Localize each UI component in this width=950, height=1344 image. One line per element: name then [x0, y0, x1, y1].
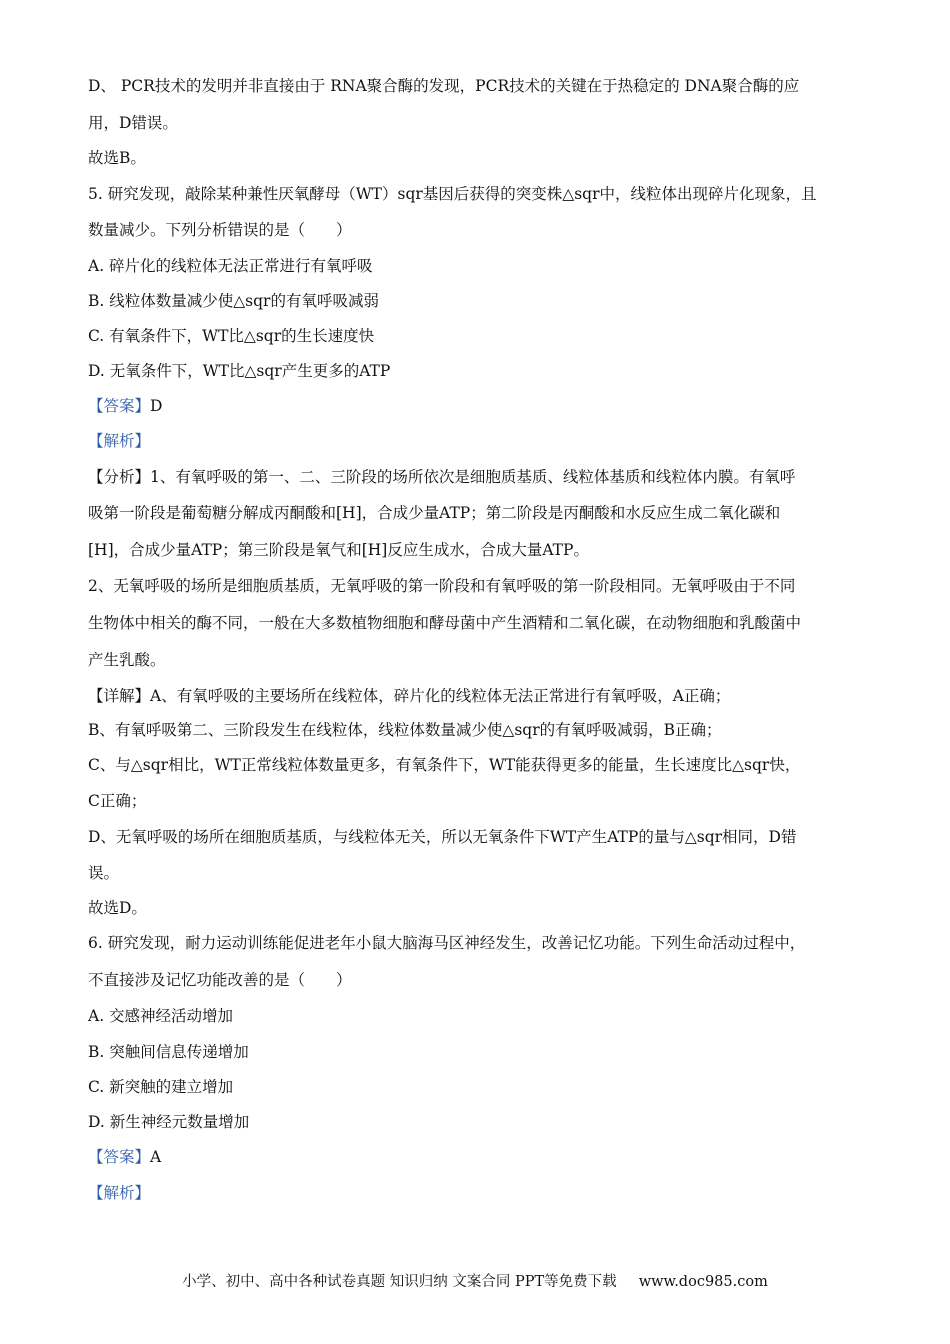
analysis-line	[88, 467, 795, 487]
question-6-option-c: C. 新突触的建立增加	[88, 1078, 234, 1096]
analysis-label: 【解析】	[88, 432, 151, 450]
question-6-stem: 6. 研究发现，耐力运动训练能促进老年小鼠大脑海马区神经发生，改善记忆功能。下列生命活动过程中，	[88, 934, 806, 952]
fenxi-label: 【分析】	[88, 468, 151, 486]
question-5-option-b: B. 线粒体数量减少使△sqr的有氧呼吸减弱	[88, 292, 379, 310]
text-line: B、有氧呼吸第二、三阶段发生在线粒体，线粒体数量减少使△sqr的有氧呼吸减弱，B正确；	[88, 721, 722, 739]
page-footer	[0, 1270, 950, 1291]
text-line: 误。	[88, 864, 120, 882]
answer-line	[88, 396, 162, 416]
text-line: D、 PCR技术的发明并非直接由于 RNA聚合酶的发现，PCR技术的关键在于热稳定的 DNA聚合酶的应	[88, 77, 800, 95]
question-6-option-b: B. 突触间信息传递增加	[88, 1043, 249, 1061]
text-line: 故选D。	[88, 899, 147, 917]
answer-line	[88, 1147, 161, 1167]
text-line: 故选B。	[88, 149, 146, 167]
answer-value: D	[150, 397, 163, 415]
question-5-stem: 5. 研究发现，敲除某种兼性厌氧酵母（WT）sqr基因后获得的突变株△sqr中，线粒体出现碎片化现象，且	[88, 185, 817, 203]
question-6-option-a: A. 交感神经活动增加	[88, 1007, 234, 1025]
text-line: 产生乳酸。	[88, 651, 166, 669]
analysis-text: 1、有氧呼吸的第一、二、三阶段的场所依次是细胞质基质、线粒体基质和线粒体内膜。有氧呼	[150, 468, 796, 486]
footer-url[interactable]: www.doc985.com	[638, 1274, 768, 1290]
detail-text: A、有氧呼吸的主要场所在线粒体，碎片化的线粒体无法正常进行有氧呼吸，A正确；	[150, 687, 731, 705]
text-line: 2、无氧呼吸的场所是细胞质基质，无氧呼吸的第一阶段和有氧呼吸的第一阶段相同。无氧呼吸由于不同	[88, 577, 796, 595]
text-line: 吸第一阶段是葡萄糖分解成丙酮酸和[H]，合成少量ATP；第二阶段是丙酮酸和水反应生成二氧化碳和	[88, 504, 781, 522]
question-6-stem: 不直接涉及记忆功能改善的是（ ）	[88, 971, 352, 989]
text-line: 生物体中相关的酶不同，一般在大多数植物细胞和酵母菌中产生酒精和二氧化碳，在动物细胞和乳酸菌中	[88, 614, 802, 632]
question-5-option-d: D. 无氧条件下，WT比△sqr产生更多的ATP	[88, 362, 391, 380]
text-line: C正确；	[88, 792, 147, 810]
detail-line	[88, 686, 730, 706]
footer-text: 小学、初中、高中各种试卷真题 知识归纳 文案合同 PPT等免费下载	[182, 1274, 617, 1290]
question-5-option-c: C. 有氧条件下，WT比△sqr的生长速度快	[88, 327, 375, 345]
answer-value: A	[150, 1148, 162, 1166]
text-line: D、无氧呼吸的场所在细胞质基质，与线粒体无关，所以无氧条件下WT产生ATP的量与△sqr相同，D错	[88, 828, 797, 846]
answer-label: 【答案】	[88, 1148, 151, 1166]
detail-label: 【详解】	[88, 687, 151, 705]
question-5-option-a: A. 碎片化的线粒体无法正常进行有氧呼吸	[88, 257, 373, 275]
text-line: 用，D错误。	[88, 114, 178, 132]
text-line: C、与△sqr相比，WT正常线粒体数量更多，有氧条件下，WT能获得更多的能量，生长速度比△sqr快，	[88, 756, 801, 774]
question-6-option-d: D. 新生神经元数量增加	[88, 1113, 250, 1131]
text-line: [H]，合成少量ATP；第三阶段是氧气和[H]反应生成水，合成大量ATP。	[88, 541, 589, 559]
answer-label: 【答案】	[88, 397, 151, 415]
question-5-stem: 数量减少。下列分析错误的是（ ）	[88, 221, 352, 239]
analysis-label: 【解析】	[88, 1184, 151, 1202]
